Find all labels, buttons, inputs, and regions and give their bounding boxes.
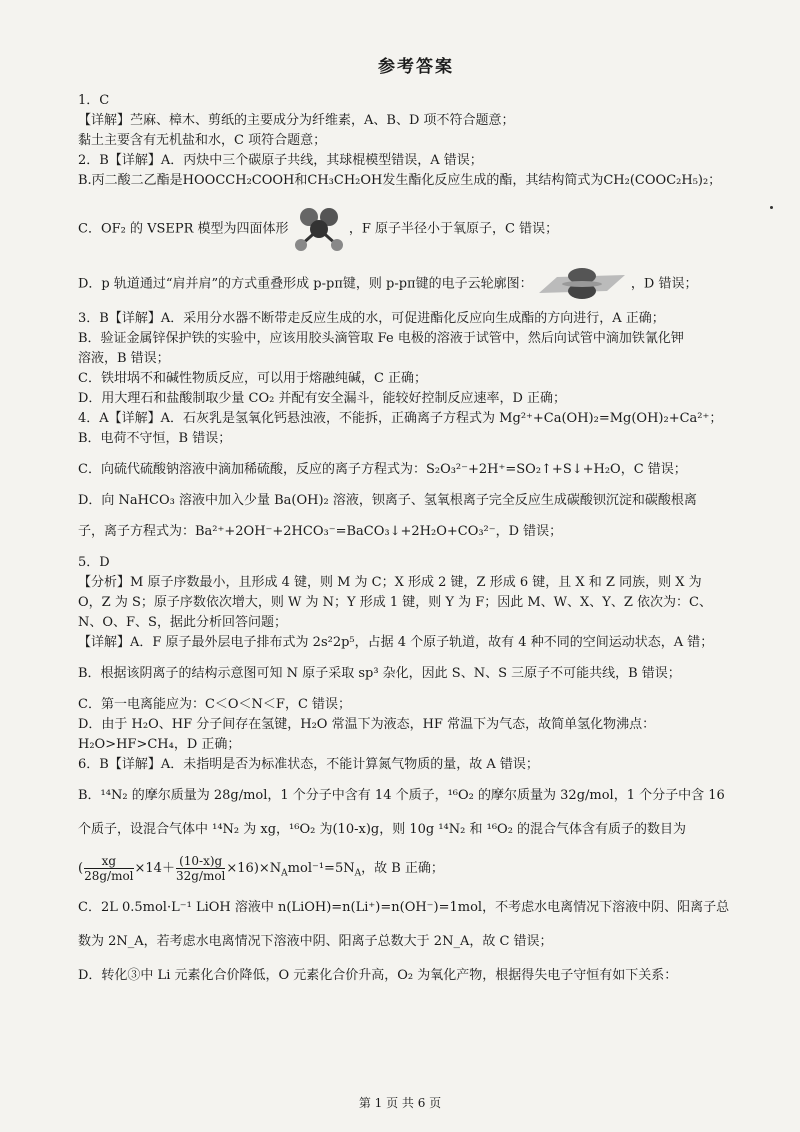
q3-option-d: D．用大理石和盐酸制取少量 CO₂ 并配有安全漏斗，能较好控制反应速率，D 正确； <box>78 391 567 406</box>
q3-answer: 3．B【详解】A．采用分水器不断带走反应生成的水，可促进酯化反应向生成酯的方向进行，A 正确； <box>78 311 665 326</box>
q5-option-d: D．由于 H₂O、HF 分子间存在氢键，H₂O 常温下为液态，HF 常温下为气态，故简单氢化物沸点： <box>78 717 656 732</box>
q2-option-d <box>78 267 754 301</box>
q3-option-c: C．铁坩埚不和碱性物质反应，可以用于熔融纯碱，C 正确； <box>78 371 428 386</box>
formula-end: ，故 B 正确； <box>361 861 444 876</box>
q4-option-d-cont: 子，离子方程式为：Ba²⁺+2OH⁻+2HCO₃⁻=BaCO₃↓+2H₂O+CO₃²⁻，D 错误； <box>78 524 563 539</box>
q6-option-c-cont: 数为 2N_A，若考虑水电离情况下溶液中阴、阳离子总数大于 2N_A，故 C 错误； <box>78 933 553 949</box>
q5-analysis-1: 【分析】M 原子序数最小，且形成 4 键，则 M 为 C；X 形成 2 键，Z 形成 6 键，且 X 和 Z 同族，则 X 为 <box>78 575 702 590</box>
q4-option-c: C．向硫代硫酸钠溶液中滴加稀硫酸，反应的离子方程式为：S₂O₃²⁻+2H⁺=SO₂↑+S↓+H₂O，C 错误； <box>78 462 687 477</box>
page-title: 参考答案 <box>378 57 454 77</box>
q4-option-d: D．向 NaHCO₃ 溶液中加入少量 Ba(OH)₂ 溶液，钡离子、氢氧根离子完全反应生成碳酸钡沉淀和碳酸根离 <box>78 493 697 508</box>
q2-option-b: B.丙二酸二乙酯是HOOCCH₂COOH和CH₃CH₂OH发生酯化反应生成的酯，其结构简式为CH₂(COOC₂H₅)₂； <box>78 173 722 188</box>
q5-option-b: B．根据该阴离子的结构示意图可知 N 原子采取 sp³ 杂化，因此 S、N、S 三原子不可能共线，B 错误； <box>78 666 681 681</box>
fraction-1-den: 28g/mol <box>84 869 134 883</box>
q5-analysis-2: O，Z 为 S；原子序数依次增大，则 W 为 N；Y 形成 1 键，则 Y 为 F；因此 M、W、X、Y、Z 依次为：C、 <box>78 595 712 610</box>
q5-option-d-cont: H₂O>HF>CH₄，D 正确； <box>78 737 241 752</box>
q2-c-text: C．OF₂ 的 VSEPR 模型为四面体形 <box>78 221 289 237</box>
q2-answer: 2．B【详解】A．丙炔中三个碳原子共线，其球棍模型错误，A 错误； <box>78 153 483 168</box>
q5-analysis-3: N、O、F、S，据此分析回答问题； <box>78 615 287 630</box>
stray-mark <box>770 206 773 209</box>
formula-tail: mol⁻¹=5N <box>287 861 355 876</box>
subscript-a-2: A <box>354 868 362 879</box>
q6-option-b: B．¹⁴N₂ 的摩尔质量为 28g/mol，1 个分子中含有 14 个质子，¹⁶O₂ 的摩尔质量为 32g/mol，1 个分子中含 16 <box>78 788 725 803</box>
q6-option-d: D．转化③中 Li 元素化合价降低，O 元素化合价升高，O₂ 为氧化产物，根据得失电子守恒有如下关系： <box>78 967 678 983</box>
q6-answer: 6．B【详解】A．未指明是否为标准状态，不能计算氮气物质的量，故 A 错误； <box>78 757 539 772</box>
of2-molecule-image <box>293 205 345 253</box>
formula-open: ( <box>78 861 84 876</box>
q3-option-b-cont: 溶液，B 错误； <box>78 351 170 366</box>
q1-answer: 1．C <box>78 93 110 108</box>
subscript-a: A <box>281 868 288 879</box>
q4-answer: 4．A【详解】A．石灰乳是氢氧化钙悬浊液，不能拆，正确离子方程式为 Mg²⁺+Ca(OH)₂=Mg(OH)₂+Ca²⁺； <box>78 411 723 426</box>
formula-mid-1: ×14＋ <box>134 861 175 876</box>
q5-option-c: C．第一电离能应为：C＜O＜N＜F，C 错误； <box>78 697 352 712</box>
q5-option-a: 【详解】A．F 原子最外层电子排布式为 2s²2p⁵，占据 4 个原子轨道，故有 4 种不同的空间运动状态，A 错； <box>78 635 714 650</box>
p-p-pi-bond-image <box>537 267 627 301</box>
fraction-2-den: 32g/mol <box>175 869 226 883</box>
fraction-2-num: (10-x)g <box>176 854 225 869</box>
formula-mid-2: ×16)×N <box>226 861 282 876</box>
page-footer: 第 1 页 共 6 页 <box>358 1096 442 1110</box>
q4-option-b: B．电荷不守恒，B 错误； <box>78 431 232 446</box>
q2-option-c <box>78 205 754 253</box>
fraction-1 <box>84 854 133 883</box>
q5-answer: 5．D <box>78 555 110 570</box>
fraction-1-num: xg <box>84 854 133 869</box>
q1-detail-1: 【详解】苎麻、樟木、剪纸的主要成分为纤维素，A、B、D 项不符合题意； <box>78 113 515 128</box>
fraction-2 <box>176 854 225 883</box>
q2-c-tail: ，F 原子半径小于氧原子，C 错误； <box>348 221 559 237</box>
q2-d-text: D．p 轨道通过“肩并肩”的方式重叠形成 p-pπ键，则 p-pπ键的电子云轮廓图： <box>78 276 533 292</box>
q6-option-b-cont: 个质子，设混合气体中 ¹⁴N₂ 为 xg，¹⁶O₂ 为(10-x)g，则 10g ¹⁴N₂ 和 ¹⁶O₂ 的混合气体含有质子的数目为 <box>78 822 687 837</box>
q6-formula <box>78 854 754 884</box>
q2-d-tail: ，D 错误； <box>630 276 698 292</box>
q3-option-b: B．验证金属锌保护铁的实验中，应该用胶头滴管取 Fe 电极的溶液于试管中，然后向试管中滴加铁氰化钾 <box>78 331 684 346</box>
q6-option-c: C．2L 0.5mol·L⁻¹ LiOH 溶液中 n(LiOH)=n(Li⁺)=n(OH⁻)=1mol，不考虑水电离情况下溶液中阴、阳离子总 <box>78 899 730 915</box>
q1-detail-2: 黏土主要含有无机盐和水，C 项符合题意； <box>78 133 327 148</box>
